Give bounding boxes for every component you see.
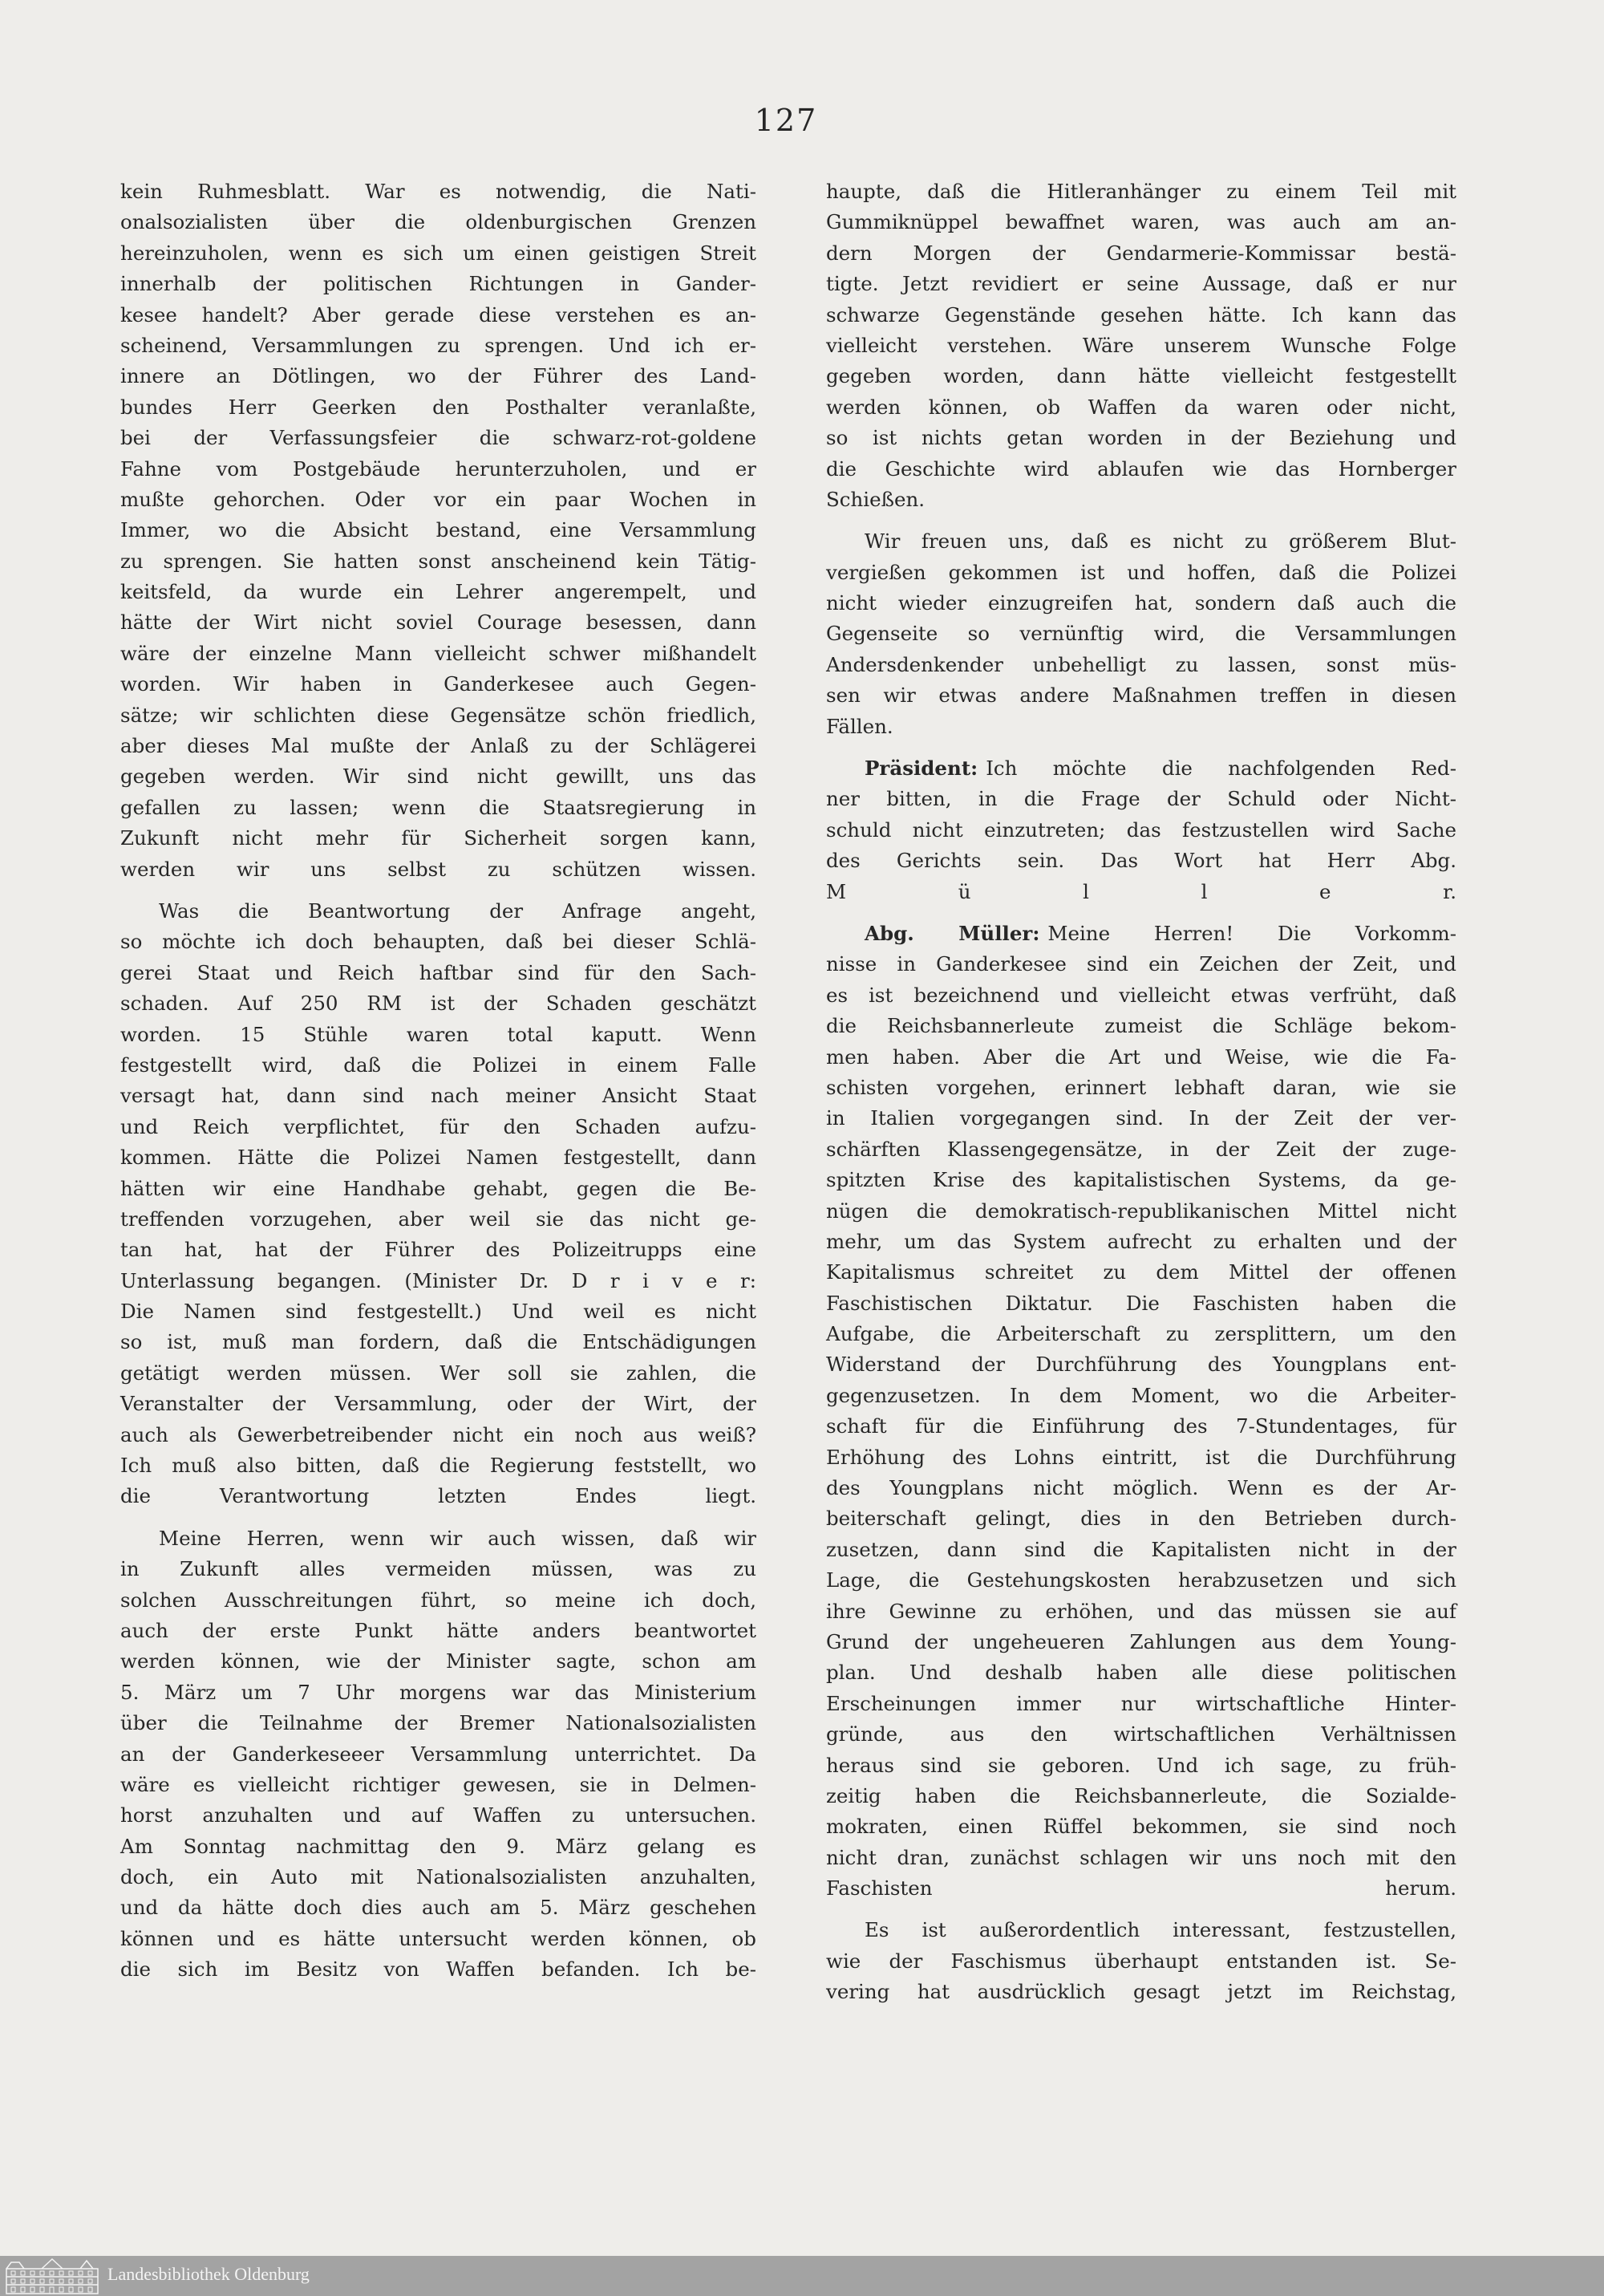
- text-line: über die Teilnahme der Bremer Nationalsozialisten: [120, 1711, 756, 1735]
- text-line: kesee handelt? Aber gerade diese verstehen es an-: [120, 302, 756, 327]
- text-line: Ich muß also bitten, daß die Regierung feststellt, wo: [120, 1454, 756, 1478]
- text-line: nügen die demokratisch-republikanischen Mittel nicht: [826, 1199, 1456, 1223]
- text-line: 5. März um 7 Uhr morgens war das Ministerium: [120, 1680, 756, 1704]
- text-line: worden. 15 Stühle waren total kaputt. Wenn: [120, 1022, 756, 1046]
- right-column: [826, 176, 1456, 2019]
- text-line: auch als Gewerbetreibender nicht ein noch aus weiß?: [120, 1422, 756, 1446]
- left-column: [120, 176, 756, 1997]
- text-line: so ist, muß man fordern, daß die Entschädigungen: [120, 1330, 756, 1354]
- text-line: schaft für die Einführung des 7-Stundentages, für: [826, 1414, 1456, 1438]
- text-line: kein Ruhmesblatt. War es notwendig, die Nati-: [120, 180, 756, 203]
- text-line: Kapitalismus schreitet zu dem Mittel der offenen: [826, 1260, 1456, 1284]
- text-line: so möchte ich doch behaupten, daß bei dieser Schlä-: [120, 930, 756, 954]
- text-line: heraus sind sie geboren. Und ich sage, zu früh-: [826, 1753, 1456, 1777]
- text-line: werden wir uns selbst zu schützen wissen.: [120, 857, 756, 881]
- text-line: sen wir etwas andere Maßnahmen treffen in diesen: [826, 684, 1456, 708]
- text-line: gegenzusetzen. In dem Moment, wo die Arbeiter-: [826, 1383, 1456, 1407]
- paragraph: [826, 526, 1456, 742]
- text-line: kommen. Hätte die Polizei Namen festgestellt, dann: [120, 1146, 756, 1170]
- text-line: Fällen.: [826, 714, 893, 738]
- text-line: und da hätte doch dies auch am 5. März geschehen: [120, 1896, 756, 1920]
- text-line: hätten wir eine Handhabe gehabt, gegen die Be-: [120, 1176, 756, 1200]
- text-line: hätte der Wirt nicht soviel Courage besessen, dann: [120, 611, 756, 635]
- text-line: Meine Herren, wenn wir auch wissen, daß wir: [159, 1526, 756, 1550]
- text-line: an der Ganderkeseeer Versammlung unterrichtet. Da: [120, 1742, 756, 1766]
- text-line: mehr, um das System aufrecht zu erhalten und der: [826, 1229, 1456, 1253]
- text-line: M ü l l e r.: [826, 879, 1456, 903]
- text-line: Die Namen sind festgestellt.) Und weil es nicht: [120, 1300, 756, 1324]
- text-line: schaden. Auf 250 RM ist der Schaden geschätzt: [120, 992, 756, 1016]
- text-line: Aufgabe, die Arbeiterschaft zu zersplittern, um den: [826, 1322, 1456, 1346]
- text-line: zeitig haben die Reichsbannerleute, die Sozialde-: [826, 1783, 1456, 1807]
- text-line: Faschisten herum.: [826, 1876, 1456, 1900]
- text-line: die Geschichte wird ablaufen wie das Hornberger: [826, 456, 1456, 481]
- library-building-logo-icon: [5, 2257, 99, 2294]
- paragraph: [826, 919, 1456, 1905]
- text-line: schwarze Gegenstände gesehen hätte. Ich kann das: [826, 302, 1456, 327]
- text-line: tan hat, hat der Führer des Polizeitrupps eine: [120, 1238, 756, 1262]
- text-line: innerhalb der politischen Richtungen in Gander-: [120, 272, 756, 296]
- text-line: men haben. Aber die Art und Weise, wie die Fa-: [826, 1045, 1456, 1069]
- text-line: bundes Herr Geerken den Posthalter veranlaßte,: [120, 395, 756, 419]
- text-line: Erhöhung des Lohns eintritt, ist die Durchführung: [826, 1445, 1456, 1469]
- text-line: festgestellt wird, daß die Polizei in einem Falle: [120, 1053, 756, 1077]
- text-line: Widerstand der Durchführung des Youngplans ent-: [826, 1353, 1456, 1377]
- text-line: gerei Staat und Reich haftbar sind für den Sach-: [120, 960, 756, 984]
- text-line: horst anzuhalten und auf Waffen zu untersuchen.: [120, 1803, 756, 1827]
- text-line: Faschistischen Diktatur. Die Faschisten haben die: [826, 1291, 1456, 1315]
- paragraph: [826, 1915, 1456, 2007]
- text-line: Schießen.: [826, 487, 926, 511]
- library-name: Landesbibliothek Oldenburg: [107, 2264, 310, 2284]
- paragraph: [826, 176, 1456, 515]
- text-line: tigte. Jetzt revidiert er seine Aussage, daß er nur: [826, 272, 1456, 296]
- text-line: in Italien vorgegangen sind. In der Zeit der ver-: [826, 1106, 1456, 1130]
- text-line: dern Morgen der Gendarmerie-Kommissar bestä-: [826, 241, 1456, 265]
- text-line: vielleicht verstehen. Wäre unserem Wunsche Folge: [826, 333, 1456, 357]
- text-line: aber dieses Mal mußte der Anlaß zu der Schlägerei: [120, 734, 756, 758]
- text-line: und Reich verpflichtet, für den Schaden aufzu-: [120, 1114, 756, 1138]
- text-line: solchen Ausschreitungen führt, so meine ich doch,: [120, 1588, 756, 1612]
- text-line: schisten vorgehen, erinnert lebhaft daran, wie sie: [826, 1075, 1456, 1099]
- text-line: gefallen zu lassen; wenn die Staatsregierung in: [120, 795, 756, 819]
- text-line: schärften Klassengegensätze, in der Zeit der zuge-: [826, 1137, 1456, 1161]
- text-line: vering hat ausdrücklich gesagt jetzt im Reichstag,: [826, 1980, 1456, 2004]
- text-line: werden können, ob Waffen da waren oder nicht,: [826, 395, 1456, 419]
- text-line: können und es hätte untersucht werden können, ob: [120, 1926, 756, 1950]
- line-text: Ich möchte die nachfolgenden Red-: [986, 757, 1456, 781]
- text-line: des Youngplans nicht möglich. Wenn es der Ar-: [826, 1476, 1456, 1500]
- text-line: versagt hat, dann sind nach meiner Ansicht Staat: [120, 1084, 756, 1108]
- paragraph: [120, 896, 756, 1512]
- text-line: hereinzuholen, wenn es sich um einen geistigen Streit: [120, 241, 756, 265]
- text-line: sätze; wir schlichten diese Gegensätze schön friedlich,: [120, 703, 756, 727]
- line-text: Meine Herren! Die Vorkomm-: [1047, 921, 1456, 945]
- text-line: treffenden vorzugehen, aber weil sie das nicht ge-: [120, 1207, 756, 1231]
- text-line: doch, ein Auto mit Nationalsozialisten anzuhalten,: [120, 1865, 756, 1889]
- text-line: wäre der einzelne Mann vielleicht schwer mißhandelt: [120, 641, 756, 665]
- page-number: 127: [754, 103, 818, 138]
- text-line: Immer, wo die Absicht bestand, eine Versammlung: [120, 518, 756, 542]
- library-footer: [0, 2256, 1604, 2296]
- text-line: in Zukunft alles vermeiden müssen, was zu: [120, 1557, 756, 1581]
- text-line: Am Sonntag nachmittag den 9. März gelang es: [120, 1834, 756, 1858]
- text-line: Erscheinungen immer nur wirtschaftliche Hinter-: [826, 1691, 1456, 1715]
- text-line: werden können, wie der Minister sagte, schon am: [120, 1649, 756, 1673]
- speaker-label: Abg. Müller:: [865, 921, 1040, 945]
- text-line: ihre Gewinne zu erhöhen, und das müssen sie auf: [826, 1599, 1456, 1623]
- paragraph: [120, 1523, 756, 1986]
- text-line: es ist bezeichnend und vielleicht etwas verfrüht, daß: [826, 983, 1456, 1007]
- text-line: des Gerichts sein. Das Wort hat Herr Abg.: [826, 849, 1456, 873]
- text-line: beiterschaft gelingt, dies in den Betrieben durch-: [826, 1507, 1456, 1531]
- text-line: mokraten, einen Rüffel bekommen, sie sind noch: [826, 1815, 1456, 1839]
- text-line: Grund der ungeheueren Zahlungen aus dem Young-: [826, 1629, 1456, 1653]
- text-line: Gummiknüppel bewaffnet waren, was auch am an-: [826, 210, 1456, 234]
- text-line: Unterlassung begangen. (Minister Dr. D r i v e r:: [120, 1268, 756, 1292]
- text-line: Was die Beantwortung der Anfrage angeht,: [159, 899, 756, 923]
- text-line: wie der Faschismus überhaupt entstanden ist. Se-: [826, 1949, 1456, 1973]
- text-line: spitzten Krise des kapitalistischen Systems, da ge-: [826, 1168, 1456, 1192]
- text-line: Andersdenkender unbehelligt zu lassen, sonst müs-: [826, 652, 1456, 676]
- text-line: nicht dran, zunächst schlagen wir uns noch mit den: [826, 1845, 1456, 1869]
- text-line: getätigt werden müssen. Wer soll sie zahlen, die: [120, 1361, 756, 1385]
- text-line: ner bitten, in die Frage der Schuld oder Nicht-: [826, 787, 1456, 811]
- text-line: Fahne vom Postgebäude herunterzuholen, und er: [120, 456, 756, 481]
- text-line: gründe, aus den wirtschaftlichen Verhältnissen: [826, 1722, 1456, 1746]
- text-line: gegeben worden, dann hätte vielleicht festgestellt: [826, 364, 1456, 388]
- text-line: Lage, die Gestehungskosten herabzusetzen und sich: [826, 1568, 1456, 1592]
- text-line: vergießen gekommen ist und hoffen, daß die Polizei: [826, 560, 1456, 584]
- paragraph: [826, 753, 1456, 907]
- text-line: keitsfeld, da wurde ein Lehrer angerempelt, und: [120, 580, 756, 604]
- text-line: worden. Wir haben in Ganderkesee auch Gegen-: [120, 672, 756, 696]
- text-line: zu sprengen. Sie hatten sonst anscheinend kein Tätig-: [120, 549, 756, 573]
- text-line: die Reichsbannerleute zumeist die Schläge bekom-: [826, 1014, 1456, 1038]
- text-line: Veranstalter der Versammlung, oder der Wirt, der: [120, 1392, 756, 1416]
- text-line: nisse in Ganderkesee sind ein Zeichen der Zeit, und: [826, 952, 1456, 976]
- text-line: bei der Verfassungsfeier die schwarz-rot-goldene: [120, 426, 756, 450]
- text-line: nicht wieder einzugreifen hat, sondern daß auch die: [826, 591, 1456, 615]
- text-line: schuld nicht einzutreten; das festzustellen wird Sache: [826, 817, 1456, 842]
- text-line: innere an Dötlingen, wo der Führer des Land-: [120, 364, 756, 388]
- text-line: wäre es vielleicht richtiger gewesen, sie in Delmen-: [120, 1772, 756, 1796]
- text-line: Gegenseite so vernünftig wird, die Versammlungen: [826, 622, 1456, 646]
- text-line: onalsozialisten über die oldenburgischen Grenzen: [120, 210, 756, 234]
- text-line: haupte, daß die Hitleranhänger zu einem Teil mit: [826, 180, 1456, 203]
- text-line: die sich im Besitz von Waffen befanden. Ich be-: [120, 1957, 756, 1982]
- text-line: die Verantwortung letzten Endes liegt.: [120, 1484, 756, 1508]
- text-line: scheinend, Versammlungen zu sprengen. Und ich er-: [120, 333, 756, 357]
- text-line: zusetzen, dann sind die Kapitalisten nicht in der: [826, 1537, 1456, 1561]
- text-line: Zukunft nicht mehr für Sicherheit sorgen kann,: [120, 826, 756, 850]
- text-line: gegeben werden. Wir sind nicht gewillt, uns das: [120, 765, 756, 789]
- text-line: Es ist außerordentlich interessant, festzustellen,: [865, 1918, 1456, 1942]
- text-line: auch der erste Punkt hätte anders beantwortet: [120, 1618, 756, 1642]
- paragraph: [120, 176, 756, 885]
- text-line: [826, 753, 1456, 784]
- text-line: plan. Und deshalb haben alle diese politischen: [826, 1661, 1456, 1685]
- text-line: Wir freuen uns, daß es nicht zu größerem Blut-: [865, 529, 1456, 554]
- text-line: [826, 919, 1456, 949]
- text-line: so ist nichts getan worden in der Beziehung und: [826, 426, 1456, 450]
- text-line: mußte gehorchen. Oder vor ein paar Wochen in: [120, 487, 756, 511]
- speaker-label: Präsident:: [865, 757, 978, 781]
